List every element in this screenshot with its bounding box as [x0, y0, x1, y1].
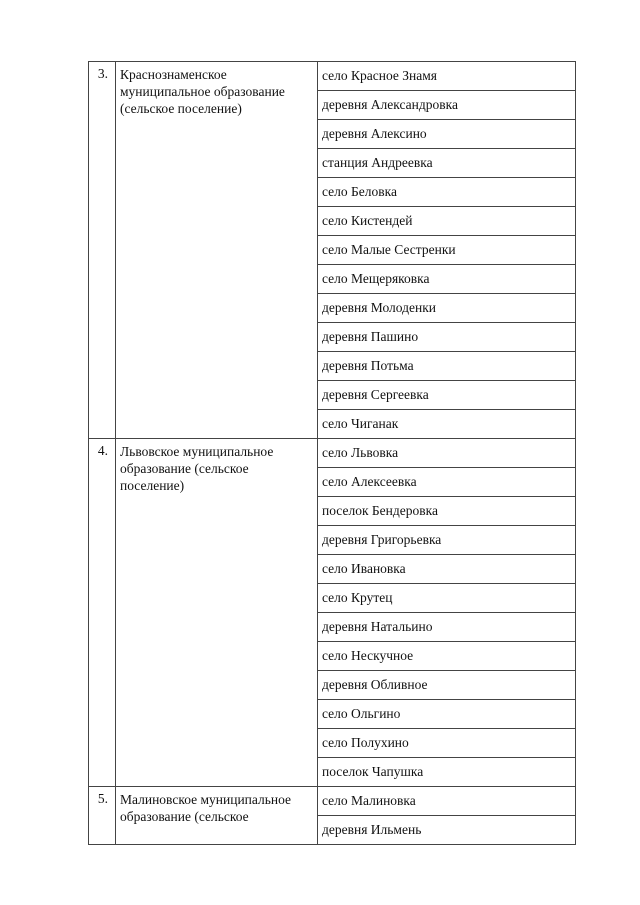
settlement-name: деревня Натальино: [318, 613, 576, 642]
settlement-name: поселок Бендеровка: [318, 497, 576, 526]
settlement-name: село Полухино: [318, 729, 576, 758]
settlement-name: деревня Ильмень: [318, 816, 576, 845]
municipality-name: Малиновское муниципальное образование (сельское: [116, 787, 318, 845]
settlement-name: деревня Обливное: [318, 671, 576, 700]
settlement-name: деревня Потьма: [318, 352, 576, 381]
row-number: 5.: [89, 787, 116, 845]
settlement-name: село Львовка: [318, 439, 576, 468]
settlement-name: село Кистендей: [318, 207, 576, 236]
settlement-name: село Мещеряковка: [318, 265, 576, 294]
settlement-name: село Малиновка: [318, 787, 576, 816]
table-row: [89, 62, 576, 91]
row-number: 3.: [89, 62, 116, 439]
settlement-name: село Беловка: [318, 178, 576, 207]
settlement-name: поселок Чапушка: [318, 758, 576, 787]
settlement-name: село Ивановка: [318, 555, 576, 584]
settlement-name: деревня Пашино: [318, 323, 576, 352]
table-row: [89, 439, 576, 468]
settlement-name: село Малые Сестренки: [318, 236, 576, 265]
settlements-table: [88, 61, 576, 845]
row-number: 4.: [89, 439, 116, 787]
settlement-name: село Алексеевка: [318, 468, 576, 497]
settlement-name: деревня Молоденки: [318, 294, 576, 323]
municipality-name: Краснознаменское муниципальное образование (сельское поселение): [116, 62, 318, 439]
settlement-name: село Ольгино: [318, 700, 576, 729]
settlement-name: село Крутец: [318, 584, 576, 613]
settlement-name: деревня Григорьевка: [318, 526, 576, 555]
settlement-name: село Чиганак: [318, 410, 576, 439]
settlement-name: село Красное Знамя: [318, 62, 576, 91]
settlement-name: деревня Александровка: [318, 91, 576, 120]
settlement-name: деревня Алексино: [318, 120, 576, 149]
settlement-name: деревня Сергеевка: [318, 381, 576, 410]
table-row: [89, 787, 576, 816]
table-body: [89, 62, 576, 845]
municipality-name: Львовское муниципальное образование (сельское поселение): [116, 439, 318, 787]
settlement-name: станция Андреевка: [318, 149, 576, 178]
settlement-name: село Нескучное: [318, 642, 576, 671]
